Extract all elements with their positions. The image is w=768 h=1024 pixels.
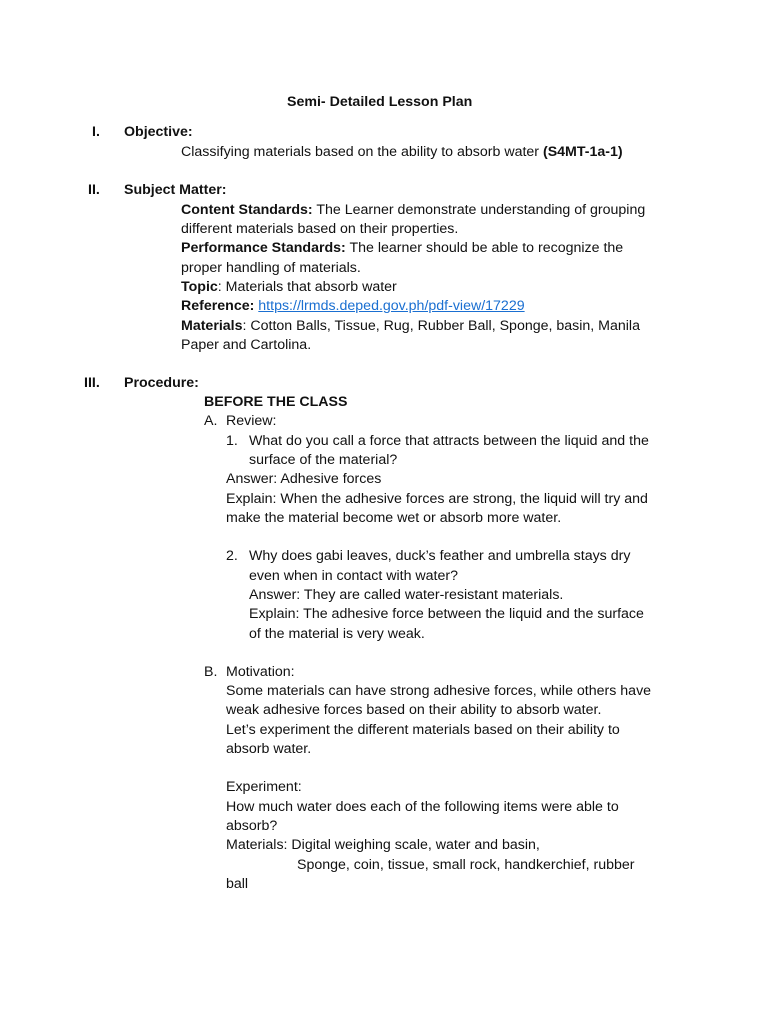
reference-link[interactable]: https://lrmds.deped.gov.ph/pdf-view/17229 xyxy=(258,298,525,314)
review-letter: A. xyxy=(204,413,218,429)
question-2-number: 2. xyxy=(226,548,238,564)
motivation-line4: absorb water. xyxy=(226,741,312,757)
topic-text: : Materials that absorb water xyxy=(217,279,397,295)
materials-line1 xyxy=(181,317,640,335)
review-label: Review: xyxy=(226,413,277,429)
content-standards-label: Content Standards: xyxy=(181,202,313,218)
question-2-line1: Why does gabi leaves, duck’s feather and umbrella stays dry xyxy=(249,548,631,564)
question-1-explain-line1: Explain: When the adhesive forces are strong, the liquid will try and xyxy=(226,491,648,507)
experiment-line2: absorb? xyxy=(226,818,278,834)
question-2-line2: even when in contact with water? xyxy=(249,568,458,584)
section-2-numeral: II. xyxy=(88,182,100,198)
question-2-explain-line2: of the material is very weak. xyxy=(249,626,425,642)
question-1-number: 1. xyxy=(226,433,238,449)
motivation-line3: Let’s experiment the different materials based on their ability to xyxy=(226,722,620,738)
motivation-letter: B. xyxy=(204,664,218,680)
experiment-materials-line2: Sponge, coin, tissue, small rock, handkerchief, rubber xyxy=(297,857,635,873)
materials-label: Materials xyxy=(181,318,243,334)
topic-label: Topic xyxy=(181,279,218,295)
section-3-numeral: III. xyxy=(84,375,100,391)
before-class-heading: BEFORE THE CLASS xyxy=(204,394,348,410)
objective-heading: Objective: xyxy=(124,124,193,140)
performance-standards-line2: proper handling of materials. xyxy=(181,260,361,276)
objective-statement: Classifying materials based on the ability to absorb water xyxy=(181,144,540,160)
question-1-line1: What do you call a force that attracts between the liquid and the xyxy=(249,433,649,449)
section-1-numeral: I. xyxy=(92,124,100,140)
reference-label: Reference: xyxy=(181,298,255,314)
motivation-label: Motivation: xyxy=(226,664,295,680)
content-standards-text: The Learner demonstrate understanding of grouping xyxy=(316,202,646,218)
objective-text xyxy=(181,143,623,161)
objective-code: (S4MT-1a-1) xyxy=(542,144,623,160)
content-standards-line1 xyxy=(181,201,645,219)
document-title: Semi- Detailed Lesson Plan xyxy=(287,94,473,110)
procedure-heading: Procedure: xyxy=(124,375,199,391)
materials-text: : Cotton Balls, Tissue, Rug, Rubber Ball, Sponge, basin, Manila xyxy=(242,318,640,334)
content-standards-line2: different materials based on their properties. xyxy=(181,221,459,237)
question-2-explain-line1: Explain: The adhesive force between the liquid and the surface xyxy=(249,606,644,622)
question-1-line2: surface of the material? xyxy=(249,452,398,468)
experiment-materials-line1: Materials: Digital weighing scale, water and basin, xyxy=(226,837,540,853)
performance-standards-line1 xyxy=(181,239,623,257)
question-2-answer: Answer: They are called water-resistant materials. xyxy=(249,587,564,603)
experiment-label: Experiment: xyxy=(226,779,302,795)
motivation-line2: weak adhesive forces based on their ability to absorb water. xyxy=(226,702,602,718)
motivation-line1: Some materials can have strong adhesive forces, while others have xyxy=(226,683,652,699)
performance-standards-text: The learner should be able to recognize the xyxy=(349,240,624,256)
topic-line xyxy=(181,278,397,296)
experiment-line1: How much water does each of the following items were able to xyxy=(226,799,619,815)
materials-line2: Paper and Cartolina. xyxy=(181,337,312,353)
subject-matter-heading: Subject Matter: xyxy=(124,182,227,198)
question-1-explain-line2: make the material become wet or absorb more water. xyxy=(226,510,562,526)
performance-standards-label: Performance Standards: xyxy=(181,240,346,256)
question-1-answer: Answer: Adhesive forces xyxy=(226,471,382,487)
experiment-materials-line3: ball xyxy=(226,876,249,892)
reference-line xyxy=(181,297,525,315)
